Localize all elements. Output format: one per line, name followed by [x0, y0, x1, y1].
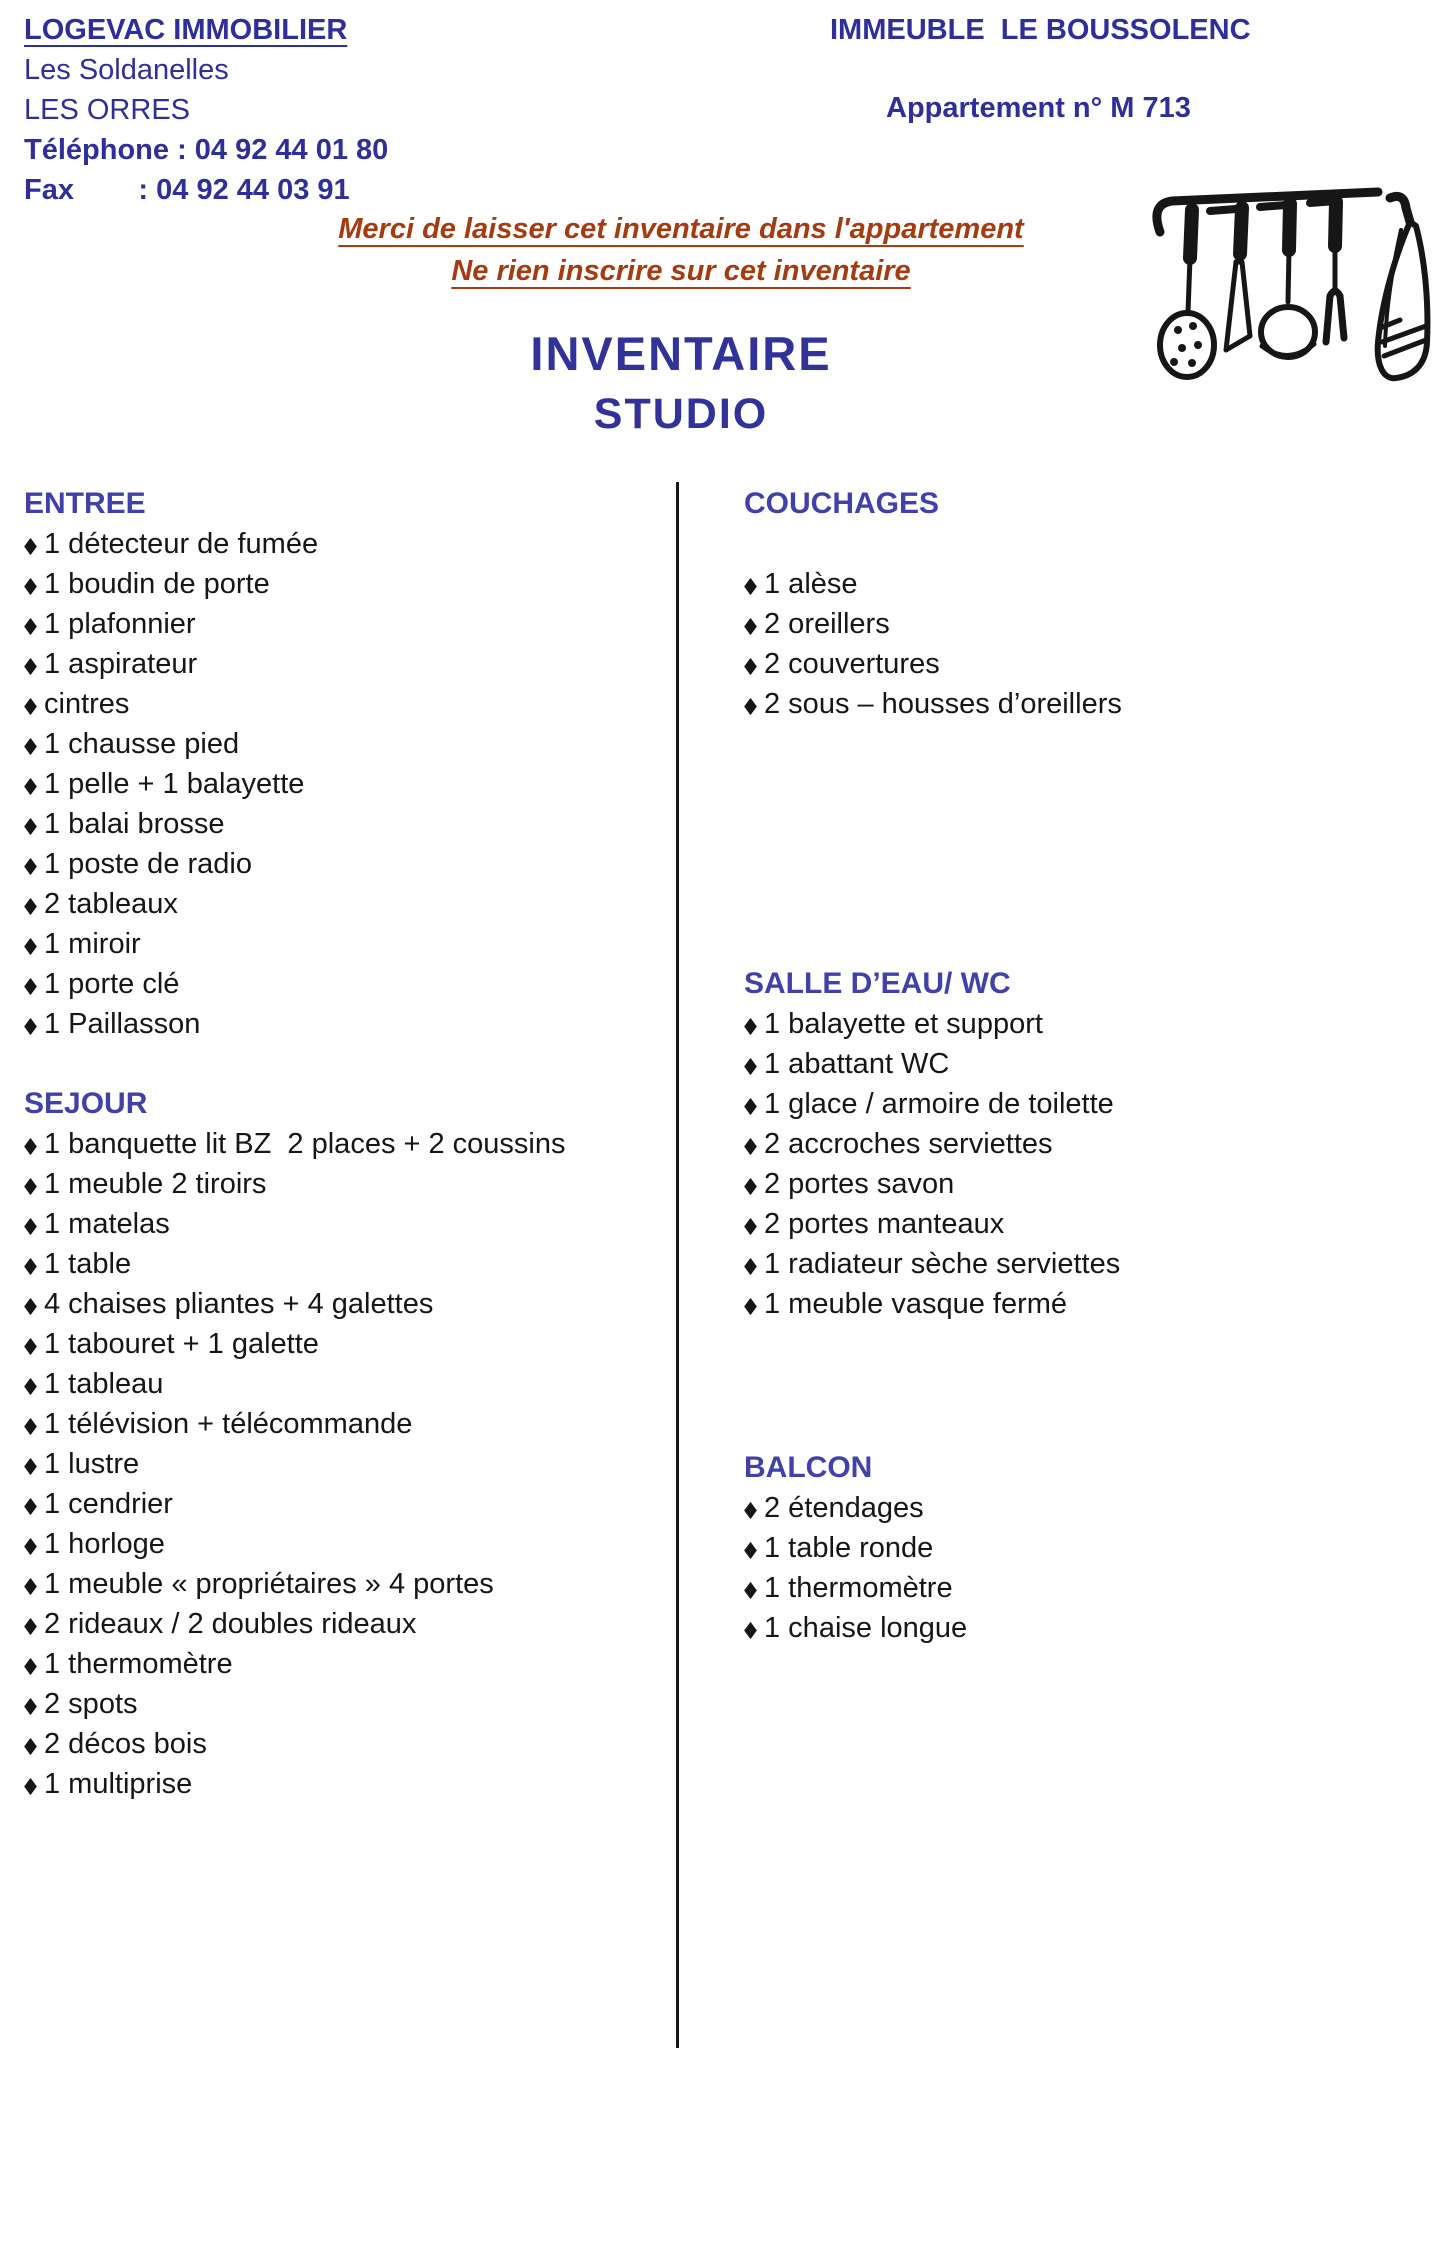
item-text: 1 cendrier [44, 1488, 173, 1520]
section-list-entree [24, 524, 674, 1044]
item-text: 1 horloge [44, 1528, 165, 1560]
item-text: 1 Paillasson [44, 1008, 201, 1040]
item-text: 2 couvertures [764, 648, 940, 680]
notice-line-2: Ne rien inscrire sur cet inventaire [451, 255, 911, 287]
inventory-item [24, 1124, 674, 1164]
item-text: 2 portes savon [764, 1168, 955, 1200]
inventory-item [24, 1364, 674, 1404]
diamond-bullet-icon [24, 1578, 37, 1595]
inventory-item [24, 1404, 674, 1444]
item-text: 1 balai brosse [44, 808, 225, 840]
item-text: 1 meuble « propriétaires » 4 portes [44, 1568, 494, 1600]
diamond-bullet-icon [744, 1018, 757, 1035]
diamond-bullet-icon [24, 1258, 37, 1275]
inventory-item [24, 684, 674, 724]
apartment-number: Appartement n° M 713 [886, 92, 1191, 124]
item-text: 1 chausse pied [44, 728, 240, 760]
item-text: 1 alèse [764, 568, 858, 600]
item-text: 1 pelle + 1 balayette [44, 768, 305, 800]
item-text: 1 thermomètre [44, 1648, 233, 1680]
inventory-item [744, 684, 1394, 724]
diamond-bullet-icon [744, 618, 757, 635]
item-text: 4 chaises pliantes + 4 galettes [44, 1288, 434, 1320]
diamond-bullet-icon [744, 578, 757, 595]
diamond-bullet-icon [24, 578, 37, 595]
section-title-balcon: BALCON [744, 1451, 873, 1484]
inventory-item [24, 884, 674, 924]
diamond-bullet-icon [24, 1338, 37, 1355]
diamond-bullet-icon [744, 1058, 757, 1075]
section-title-salle-eau-wc: SALLE D’EAU/ WC [744, 967, 1011, 1000]
inventory-item [24, 964, 674, 1004]
notice-line-1: Merci de laisser cet inventaire dans l'appartement [338, 213, 1024, 245]
section-list-couchages [744, 564, 1394, 724]
item-text: 1 chaise longue [764, 1612, 968, 1644]
inventory-item [24, 604, 674, 644]
page-title: INVENTAIRE [530, 327, 832, 380]
diamond-bullet-icon [24, 1778, 37, 1795]
section-couchages [744, 484, 1394, 724]
diamond-bullet-icon [744, 1178, 757, 1195]
inventory-item [24, 1324, 674, 1364]
item-text: 1 matelas [44, 1208, 170, 1240]
agency-residence: Les Soldanelles [24, 54, 229, 86]
inventory-item [744, 1568, 1394, 1608]
inventory-item [744, 1528, 1394, 1568]
diamond-bullet-icon [24, 1658, 37, 1675]
item-text: 2 décos bois [44, 1728, 207, 1760]
diamond-bullet-icon [24, 898, 37, 915]
inventory-item [24, 1244, 674, 1284]
item-text: 1 télévision + télécommande [44, 1408, 413, 1440]
agency-block [24, 10, 388, 210]
agency-city: LES ORRES [24, 94, 190, 126]
inventory-item [24, 524, 674, 564]
item-text: 1 multiprise [44, 1768, 193, 1800]
diamond-bullet-icon [744, 1582, 757, 1599]
diamond-bullet-icon [24, 1498, 37, 1515]
page-subtitle: STUDIO [593, 390, 769, 438]
diamond-bullet-icon [24, 1418, 37, 1435]
item-text: 1 table ronde [764, 1532, 934, 1564]
diamond-bullet-icon [744, 698, 757, 715]
inventory-item [24, 1284, 674, 1324]
inventory-item [744, 1488, 1394, 1528]
inventory-item [744, 1044, 1394, 1084]
diamond-bullet-icon [744, 1098, 757, 1115]
item-text: 1 miroir [44, 928, 141, 960]
item-text: 2 portes manteaux [764, 1208, 1005, 1240]
item-text: 1 détecteur de fumée [44, 528, 319, 560]
item-text: 1 poste de radio [44, 848, 252, 880]
item-text: 1 radiateur sèche serviettes [764, 1248, 1121, 1280]
diamond-bullet-icon [744, 1502, 757, 1519]
inventory-item [744, 1204, 1394, 1244]
diamond-bullet-icon [24, 698, 37, 715]
diamond-bullet-icon [744, 1622, 757, 1639]
item-text: 1 tabouret + 1 galette [44, 1328, 319, 1360]
diamond-bullet-icon [24, 858, 37, 875]
section-sejour [24, 1084, 674, 1804]
item-text: 1 glace / armoire de toilette [764, 1088, 1114, 1120]
diamond-bullet-icon [24, 1298, 37, 1315]
diamond-bullet-icon [24, 1458, 37, 1475]
inventory-item [24, 1484, 674, 1524]
diamond-bullet-icon [744, 1542, 757, 1559]
item-text: 1 table [44, 1248, 132, 1280]
item-text: 1 lustre [44, 1448, 140, 1480]
section-list-balcon [744, 1488, 1394, 1648]
diamond-bullet-icon [24, 1178, 37, 1195]
inventory-item [24, 1604, 674, 1644]
section-list-salle-eau-wc [744, 1004, 1394, 1324]
diamond-bullet-icon [24, 938, 37, 955]
diamond-bullet-icon [24, 1538, 37, 1555]
diamond-bullet-icon [24, 1738, 37, 1755]
inventory-item [24, 564, 674, 604]
inventory-item [24, 924, 674, 964]
item-text: 1 plafonnier [44, 608, 196, 640]
item-text: 1 banquette lit BZ 2 places + 2 coussins [44, 1128, 566, 1160]
diamond-bullet-icon [744, 1218, 757, 1235]
inventory-item [744, 604, 1394, 644]
diamond-bullet-icon [744, 1258, 757, 1275]
diamond-bullet-icon [24, 1698, 37, 1715]
diamond-bullet-icon [744, 658, 757, 675]
inventory-item [744, 1124, 1394, 1164]
diamond-bullet-icon [24, 1218, 37, 1235]
inventory-item [744, 1284, 1394, 1324]
inventory-item [744, 1084, 1394, 1124]
diamond-bullet-icon [744, 1298, 757, 1315]
agency-name: LOGEVAC IMMOBILIER [24, 14, 348, 46]
diamond-bullet-icon [24, 778, 37, 795]
item-text: 1 meuble 2 tiroirs [44, 1168, 267, 1200]
diamond-bullet-icon [24, 618, 37, 635]
item-text: 1 balayette et support [764, 1008, 1043, 1040]
item-text: 1 aspirateur [44, 648, 198, 680]
section-title-couchages: COUCHAGES [744, 487, 940, 520]
inventory-item [744, 644, 1394, 684]
item-text: 2 sous – housses d’oreillers [764, 688, 1122, 720]
section-entree [24, 484, 674, 1044]
inventory-item [24, 1684, 674, 1724]
building-name: IMMEUBLE LE BOUSSOLENC [830, 14, 1251, 46]
item-text: 2 tableaux [44, 888, 178, 920]
diamond-bullet-icon [24, 1378, 37, 1395]
section-title-sejour: SEJOUR [24, 1087, 148, 1120]
inventory-item [24, 1524, 674, 1564]
inventory-item [24, 1204, 674, 1244]
inventory-item [24, 844, 674, 884]
section-list-sejour [24, 1124, 674, 1804]
inventory-item [744, 1164, 1394, 1204]
item-text: 2 spots [44, 1688, 138, 1720]
inventory-item [24, 1444, 674, 1484]
item-text: 1 porte clé [44, 968, 180, 1000]
inventory-item [24, 644, 674, 684]
section-balcon [744, 1448, 1394, 1648]
diamond-bullet-icon [24, 1618, 37, 1635]
inventory-item [24, 804, 674, 844]
inventory-item [24, 1004, 674, 1044]
inventory-item [24, 1564, 674, 1604]
item-text: 2 rideaux / 2 doubles rideaux [44, 1608, 417, 1640]
agency-phone: Téléphone : 04 92 44 01 80 [24, 134, 389, 166]
column-divider [676, 482, 679, 2048]
inventory-item [24, 764, 674, 804]
item-text: cintres [44, 688, 130, 720]
diamond-bullet-icon [24, 538, 37, 555]
inventory-item [24, 1164, 674, 1204]
item-text: 1 abattant WC [764, 1048, 950, 1080]
inventory-item [24, 1724, 674, 1764]
diamond-bullet-icon [24, 738, 37, 755]
item-text: 1 meuble vasque fermé [764, 1288, 1068, 1320]
inventory-item [744, 1004, 1394, 1044]
section-title-entree: ENTREE [24, 487, 146, 520]
diamond-bullet-icon [744, 1138, 757, 1155]
diamond-bullet-icon [24, 1018, 37, 1035]
inventory-item [744, 564, 1394, 604]
inventory-item [24, 1764, 674, 1804]
item-text: 2 étendages [764, 1492, 924, 1524]
inventory-item [744, 1244, 1394, 1284]
item-text: 2 accroches serviettes [764, 1128, 1053, 1160]
section-salle-eau-wc [744, 964, 1394, 1324]
diamond-bullet-icon [24, 818, 37, 835]
item-text: 1 tableau [44, 1368, 164, 1400]
item-text: 1 thermomètre [764, 1572, 953, 1604]
diamond-bullet-icon [24, 978, 37, 995]
inventory-item [24, 724, 674, 764]
item-text: 2 oreillers [764, 608, 890, 640]
item-text: 1 boudin de porte [44, 568, 270, 600]
inventory-item [744, 1608, 1394, 1648]
inventory-item [24, 1644, 674, 1684]
diamond-bullet-icon [24, 658, 37, 675]
diamond-bullet-icon [24, 1138, 37, 1155]
agency-fax: Fax : 04 92 44 03 91 [24, 174, 350, 206]
